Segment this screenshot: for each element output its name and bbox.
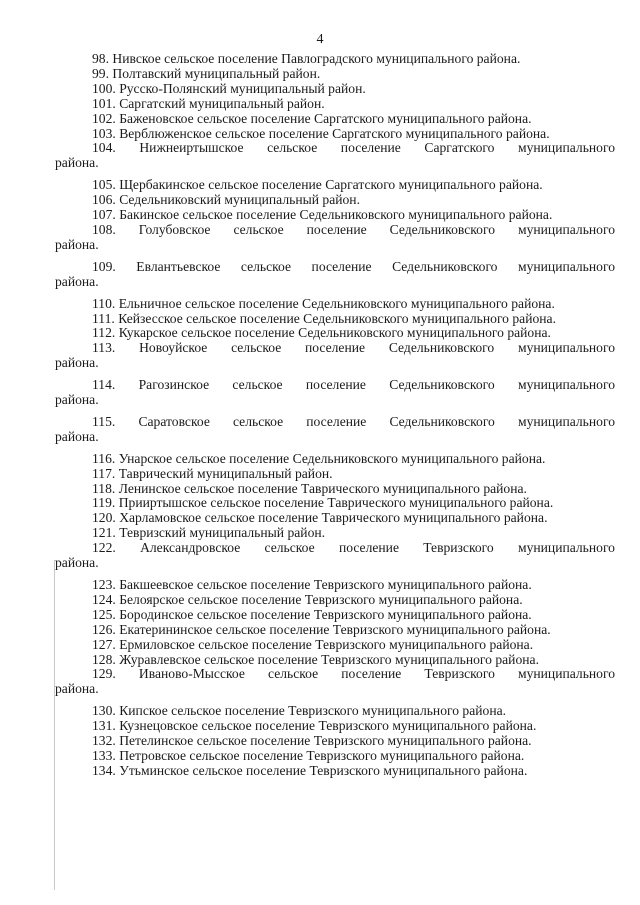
list-item-text: Бакинское сельское поселение Седельниковского муниципального района. bbox=[119, 207, 553, 223]
list-item bbox=[55, 178, 615, 193]
list-item-number: 104. bbox=[92, 140, 116, 156]
list-item-number: 124. bbox=[92, 591, 116, 607]
page-number: 4 bbox=[316, 32, 324, 47]
list-item-number: 120. bbox=[92, 510, 116, 526]
list-item bbox=[55, 415, 615, 445]
list-item bbox=[55, 67, 615, 82]
list-item-continuation: района. bbox=[55, 236, 99, 252]
list-item bbox=[55, 608, 615, 623]
list-item bbox=[55, 667, 615, 697]
list-item-number: 122. bbox=[92, 540, 116, 556]
list-item bbox=[55, 578, 615, 593]
list-item bbox=[55, 127, 615, 142]
list-item-number: 127. bbox=[92, 636, 116, 652]
list-item-first-line bbox=[55, 260, 615, 275]
list-item-continuation: района. bbox=[55, 555, 99, 571]
list-item-text: Нижнеиртышское сельское поселение Саргатского муниципального bbox=[139, 140, 615, 156]
list-item bbox=[55, 593, 615, 608]
list-item-first-line bbox=[55, 341, 615, 356]
list-item-number: 126. bbox=[92, 621, 116, 637]
list-item bbox=[55, 297, 615, 312]
list-item-number: 133. bbox=[92, 747, 116, 763]
list-item-text: Ермиловское сельское поселение Тевризского муниципального района. bbox=[119, 636, 534, 652]
list-item-number: 129. bbox=[92, 666, 116, 682]
list-item-text: Щербакинское сельское поселение Саргатского муниципального района. bbox=[119, 177, 543, 193]
list-item-text: Петровское сельское поселение Тевризского муниципального района. bbox=[119, 747, 525, 763]
list-item-text: Прииртышское сельское поселение Таврического муниципального района. bbox=[118, 495, 554, 511]
list-item bbox=[55, 526, 615, 541]
list-item-number: 106. bbox=[92, 192, 116, 208]
list-item-text: Кипское сельское поселение Тевризского муниципального района. bbox=[119, 703, 507, 719]
list-item-text: Ленинское сельское поселение Таврического муниципального района. bbox=[118, 480, 527, 496]
list-item-continuation: района. bbox=[55, 155, 99, 171]
list-item-text: Верблюженское сельское поселение Саргатского муниципального района. bbox=[119, 125, 550, 141]
list-item-number: 102. bbox=[92, 110, 116, 126]
list-item-number: 119. bbox=[92, 495, 116, 511]
list-item-text: Журавлевское сельское поселение Тевризского муниципального района. bbox=[119, 651, 539, 667]
list-item-text: Петелинское сельское поселение Тевризского муниципального района. bbox=[119, 733, 532, 749]
list-item-text: Кузнецовское сельское поселение Тевризского муниципального района. bbox=[119, 718, 537, 734]
list-item bbox=[55, 82, 615, 97]
list-item bbox=[55, 467, 615, 482]
list-item-number: 111. bbox=[92, 310, 115, 326]
list-item bbox=[55, 541, 615, 571]
list-item bbox=[55, 653, 615, 668]
list-item-text: Кукарское сельское поселение Седельниковского муниципального района. bbox=[118, 325, 551, 341]
list-item-text: Бородинское сельское поселение Тевризского муниципального района. bbox=[119, 606, 532, 622]
list-item-number: 128. bbox=[92, 651, 116, 667]
list-item bbox=[55, 223, 615, 253]
list-item-number: 108. bbox=[92, 221, 116, 237]
list-item-text: Александровское сельское поселение Тевризского муниципального bbox=[140, 540, 615, 556]
list-item-number: 116. bbox=[92, 450, 116, 466]
list-item-text: Тевризский муниципальный район. bbox=[119, 525, 326, 541]
list-item bbox=[55, 749, 615, 764]
list-item-first-line bbox=[55, 378, 615, 393]
list-item bbox=[55, 511, 615, 526]
list-item-text: Саратовское сельское поселение Седельниковского муниципального bbox=[138, 413, 615, 429]
list-item-continuation: района. bbox=[55, 681, 99, 697]
list-item bbox=[55, 452, 615, 467]
list-item-first-line bbox=[55, 141, 615, 156]
list-item-number: 114. bbox=[92, 377, 116, 393]
list-item-number: 132. bbox=[92, 733, 116, 749]
list-item-continuation: района. bbox=[55, 392, 99, 408]
list-item-number: 98. bbox=[92, 51, 109, 66]
list-item bbox=[55, 97, 615, 112]
list-item-number: 117. bbox=[92, 465, 116, 481]
list-item-number: 123. bbox=[92, 577, 116, 592]
list-item bbox=[55, 326, 615, 341]
list-item bbox=[55, 482, 615, 497]
list-item-number: 100. bbox=[92, 80, 116, 96]
list-item-number: 118. bbox=[92, 480, 116, 496]
list-item-number: 107. bbox=[92, 207, 116, 223]
list-item-text: Унарское сельское поселение Седельниковского муниципального района. bbox=[118, 450, 546, 466]
list-item-number: 115. bbox=[92, 413, 116, 429]
list-item-text: Полтавский муниципальный район. bbox=[112, 65, 321, 81]
list-item-text: Русско-Полянский муниципальный район. bbox=[119, 80, 366, 96]
list-item bbox=[55, 623, 615, 638]
list-item-text: Баженовское сельское поселение Саргатского муниципального района. bbox=[119, 110, 532, 126]
list-item-number: 125. bbox=[92, 606, 116, 622]
list-item bbox=[55, 112, 615, 127]
list-item-text: Ельничное сельское поселение Седельниковского муниципального района. bbox=[118, 295, 555, 311]
list-item-number: 103. bbox=[92, 125, 116, 141]
list-item bbox=[55, 764, 615, 779]
list-item-text: Новоуйское сельское поселение Седельниковского муниципального bbox=[139, 340, 615, 356]
list-item-number: 121. bbox=[92, 525, 116, 541]
list-item bbox=[55, 260, 615, 290]
list-item-first-line bbox=[55, 667, 615, 682]
list-item bbox=[55, 496, 615, 511]
list-item-number: 130. bbox=[92, 703, 116, 719]
list-item-text: Рагозинское сельское поселение Седельниковского муниципального bbox=[138, 377, 615, 393]
list-item-number: 101. bbox=[92, 95, 116, 111]
list-item bbox=[55, 208, 615, 223]
list-item bbox=[55, 193, 615, 208]
list-item bbox=[55, 719, 615, 734]
list-item-text: Утьминское сельское поселение Тевризского муниципального района. bbox=[119, 762, 528, 778]
list-item-number: 131. bbox=[92, 718, 116, 734]
list-item-number: 112. bbox=[92, 325, 116, 341]
list-item-number: 109. bbox=[92, 258, 116, 274]
list-item-text: Евлантьевское сельское поселение Седельниковского муниципального bbox=[136, 258, 615, 274]
list-item-continuation: района. bbox=[55, 428, 99, 444]
list-item bbox=[55, 341, 615, 371]
list-item-text: Саргатский муниципальный район. bbox=[119, 95, 325, 111]
list-item-number: 99. bbox=[92, 65, 109, 81]
list-item-first-line bbox=[55, 223, 615, 238]
list-item-text: Седельниковский муниципальный район. bbox=[119, 192, 360, 208]
list-item-text: Голубовское сельское поселение Седельниковского муниципального bbox=[138, 221, 615, 237]
list-item-continuation: района. bbox=[55, 355, 99, 371]
list-item bbox=[55, 141, 615, 171]
list-item-text: Нивское сельское поселение Павлоградского муниципального района. bbox=[112, 51, 521, 66]
list-item-text: Харламовское сельское поселение Таврического муниципального района. bbox=[119, 510, 548, 526]
list-item bbox=[55, 638, 615, 653]
list-item-text: Иваново-Мысское сельское поселение Тевризского муниципального bbox=[138, 666, 615, 682]
list-item-continuation: района. bbox=[55, 273, 99, 289]
list-item bbox=[55, 52, 615, 67]
list-item-text: Таврический муниципальный район. bbox=[118, 465, 333, 481]
list-item bbox=[55, 704, 615, 719]
list-item-text: Белоярское сельское поселение Тевризского муниципального района. bbox=[119, 591, 523, 607]
list-item bbox=[55, 312, 615, 327]
list-item-number: 110. bbox=[92, 295, 116, 311]
list-item-first-line bbox=[55, 415, 615, 430]
list-item-number: 134. bbox=[92, 762, 116, 778]
list-item-text: Екатерининское сельское поселение Тевризского муниципального района. bbox=[119, 621, 551, 637]
list-item-text: Кейзесское сельское поселение Седельниковского муниципального района. bbox=[118, 310, 556, 326]
list-item-text: Бакшеевское сельское поселение Тевризского муниципального района. bbox=[119, 577, 532, 592]
list-item-first-line bbox=[55, 541, 615, 556]
list-item-number: 113. bbox=[92, 340, 116, 356]
list-item bbox=[55, 734, 615, 749]
list-item-number: 105. bbox=[92, 177, 116, 193]
list-item bbox=[55, 378, 615, 408]
numbered-list bbox=[55, 52, 615, 779]
